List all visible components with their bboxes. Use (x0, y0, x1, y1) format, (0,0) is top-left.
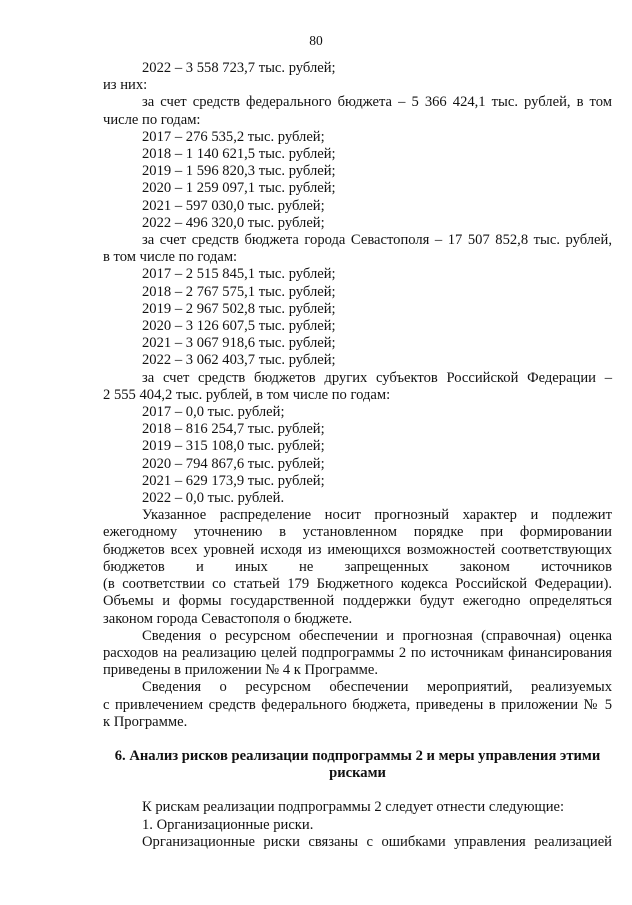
paragraph-line: законом города Севастополя о бюджете. (103, 610, 353, 627)
paragraph-line: бюджетов всех уровней исходя из имеющихся возможностей соответствующих (103, 541, 612, 558)
text-line: в том числе по годам: (103, 249, 238, 266)
federal-year-line: 2022 – 496 320,0 тыс. рублей; (142, 214, 325, 231)
sevastopol-year-line: 2022 – 3 062 403,7 тыс. рублей; (142, 352, 336, 369)
section-heading-line: рисками (329, 765, 386, 782)
sevastopol-year-line: 2018 – 2 767 575,1 тыс. рублей; (142, 283, 336, 300)
paragraph-line: Указанное распределение носит прогнозный характер и подлежит (142, 507, 612, 524)
text-line: числе по годам: (103, 111, 201, 128)
other-year-line: 2021 – 629 173,9 тыс. рублей; (142, 472, 325, 489)
paragraph-line: Сведения о ресурсном обеспечении и прогнозная (справочная) оценка (142, 627, 612, 644)
text-line: 2 555 404,2 тыс. рублей, в том числе по годам: (103, 386, 391, 403)
federal-year-line: 2017 – 276 535,2 тыс. рублей; (142, 128, 325, 145)
paragraph-line: бюджетов и иных не запрещенных законом источников (103, 558, 612, 575)
federal-year-line: 2019 – 1 596 820,3 тыс. рублей; (142, 163, 336, 180)
federal-budget-intro: за счет средств федерального бюджета – 5 366 424,1 тыс. рублей, в том (142, 94, 612, 111)
paragraph-line: приведены в приложении № 4 к Программе. (103, 662, 379, 679)
sevastopol-year-line: 2019 – 2 967 502,8 тыс. рублей; (142, 300, 336, 317)
other-year-line: 2022 – 0,0 тыс. рублей. (142, 490, 285, 507)
other-subjects-intro: за счет средств бюджетов других субъектов Российской Федерации – (142, 369, 612, 386)
federal-year-line: 2021 – 597 030,0 тыс. рублей; (142, 197, 325, 214)
sevastopol-year-line: 2020 – 3 126 607,5 тыс. рублей; (142, 318, 336, 335)
paragraph-line: К рискам реализации подпрограммы 2 следует отнести следующие: (142, 799, 565, 816)
paragraph-line: Сведения о ресурсном обеспечении мероприятий, реализуемых (142, 679, 612, 696)
sevastopol-year-line: 2017 – 2 515 845,1 тыс. рублей; (142, 266, 336, 283)
paragraph-line: расходов на реализацию целей подпрограммы 2 по источникам финансирования (103, 644, 612, 661)
other-year-line: 2017 – 0,0 тыс. рублей; (142, 404, 285, 421)
paragraph-line: к Программе. (103, 713, 188, 730)
paragraph-line: (в соответствии со статьей 179 Бюджетного кодекса Российской Федерации). (103, 576, 612, 593)
page-number: 80 (309, 33, 323, 48)
text-line: 2022 – 3 558 723,7 тыс. рублей; (142, 60, 336, 76)
section-heading (103, 748, 612, 782)
sevastopol-year-line: 2021 – 3 067 918,6 тыс. рублей; (142, 335, 336, 352)
federal-year-line: 2018 – 1 140 621,5 тыс. рублей; (142, 146, 336, 163)
sevastopol-budget-intro: за счет средств бюджета города Севастополя – 17 507 852,8 тыс. рублей, (142, 232, 612, 249)
text-line: из них: (103, 77, 148, 94)
other-year-line: 2019 – 315 108,0 тыс. рублей; (142, 438, 325, 455)
document-body (103, 60, 612, 851)
federal-year-line: 2020 – 1 259 097,1 тыс. рублей; (142, 180, 336, 197)
section-heading-line: 6. Анализ рисков реализации подпрограммы 2 и меры управления этими (114, 747, 601, 764)
paragraph-line: с привлечением средств федерального бюджета, приведены в приложении № 5 (103, 696, 612, 713)
other-year-line: 2018 – 816 254,7 тыс. рублей; (142, 421, 325, 438)
other-year-line: 2020 – 794 867,6 тыс. рублей; (142, 455, 325, 472)
paragraph-line: 1. Организационные риски. (142, 816, 314, 833)
paragraph-line: ежегодному уточнению в установленном порядке при формировании (103, 524, 612, 541)
paragraph-line: Организационные риски связаны с ошибками управления реализацией (142, 833, 612, 850)
paragraph-line: Объемы и формы государственной поддержки будут ежегодно определяться (103, 593, 612, 610)
